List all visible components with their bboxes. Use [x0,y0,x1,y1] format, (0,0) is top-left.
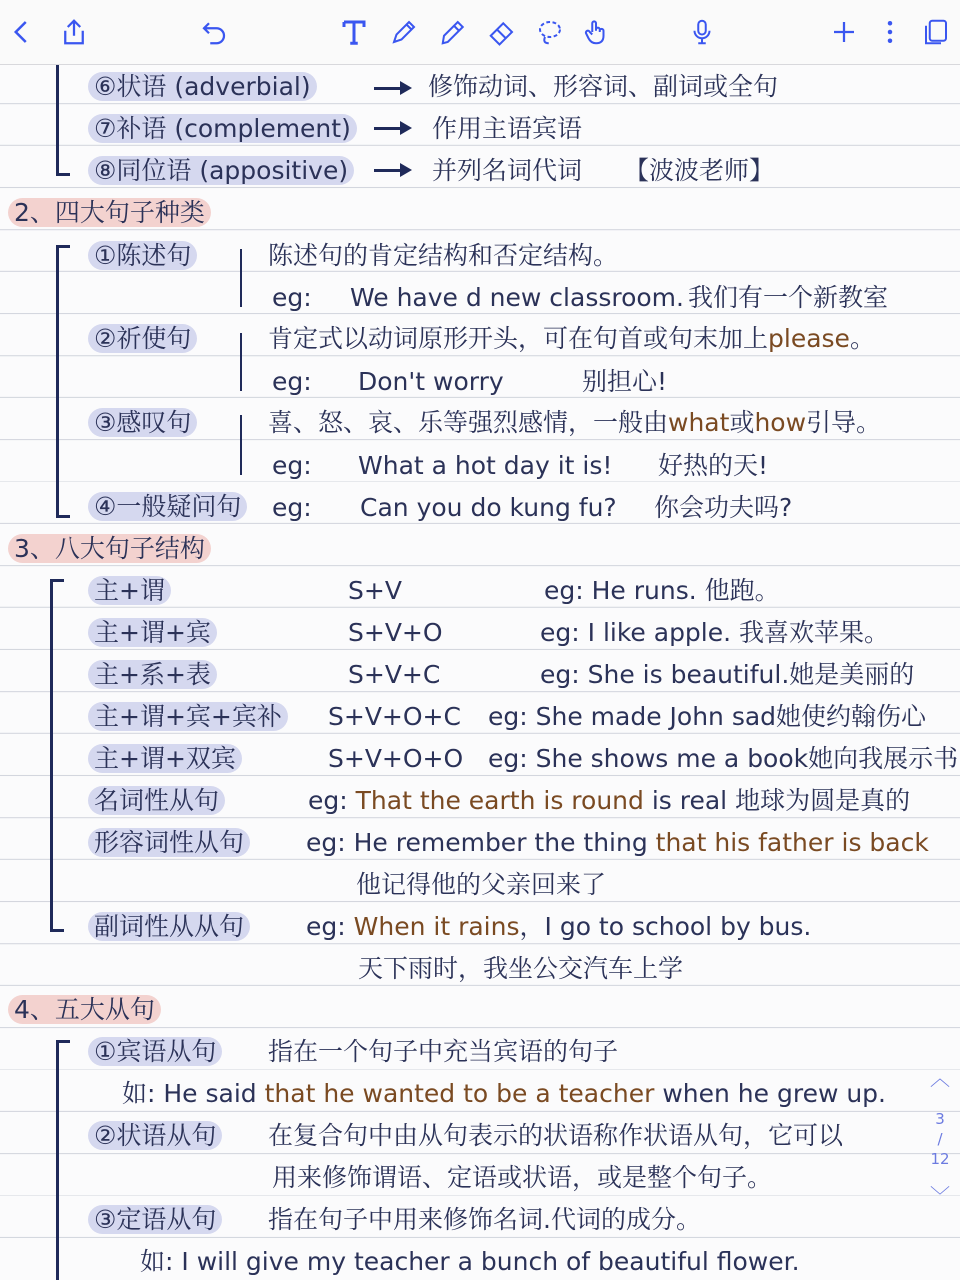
bracket-line [56,245,59,517]
eraser-button[interactable] [484,14,520,50]
bracket-line [56,515,70,518]
bracket-line [56,1040,70,1043]
example-text: eg: She shows me a book她向我展示书 [488,744,959,773]
pen-icon [389,17,419,47]
author-tag: 【波波老师】 [624,156,775,185]
share-button[interactable] [56,14,92,50]
microphone-icon [687,17,717,47]
list-item: 主+谓+宾+宾补 [88,700,288,734]
definition-text: 在复合句中由从句表示的状语称作状语从句，它可以 [268,1121,844,1150]
example-text: Don't worry [358,367,504,396]
highlighter-button[interactable] [436,14,472,50]
pages-icon [921,17,951,47]
example-text: We have d new classroom. [350,283,684,312]
share-icon [59,17,89,47]
undo-icon [199,17,229,47]
back-button[interactable] [4,14,40,50]
more-button[interactable] [872,14,908,50]
example-text: 如: I will give my teacher a bunch of beautiful flower. [140,1247,800,1276]
highlighter-icon [439,17,469,47]
example-text: eg: I like apple. 我喜欢苹果。 [540,618,890,647]
list-item: 主+谓+双宾 [88,742,242,776]
eg-label: eg: [272,367,312,396]
current-page: 3 [935,1110,945,1128]
undo-button[interactable] [196,14,232,50]
example-text: eg: When it rains，I go to school by bus. [306,912,812,941]
example-text: eg: He runs. 他跑。 [544,576,780,605]
bracket-line [50,579,64,582]
arrow-icon [374,127,408,130]
formula-text: S+V+C [348,660,441,689]
chevron-left-icon [7,17,37,47]
example-text: eg: He remember the thing that his father is back [306,828,929,857]
text-tool-icon [339,17,369,47]
section-title: 2、四大句子种类 [8,196,211,230]
example-text: eg: That the earth is round is real 地球为圆是真的 [308,786,911,815]
definition-text: 指在句子中用来修饰名词.代词的成分。 [268,1205,701,1234]
eg-label: eg: [272,283,312,312]
list-item: 形容词性从句 [88,826,250,860]
definition-text: 喜、怒、哀、乐等强烈感情，一般由what或how引导。 [268,408,882,437]
example-translation: 你会功夫吗? [654,493,793,522]
example-translation: 好热的天! [658,451,769,480]
eraser-icon [487,17,517,47]
list-item: ⑧同位语 (appositive) [88,154,354,188]
definition-text: 指在一个句子中充当宾语的句子 [268,1037,619,1066]
bracket-line [50,579,53,931]
lasso-button[interactable] [532,14,568,50]
list-item-text: 并列名词代词 [432,156,583,185]
list-item: ①宾语从句 [88,1035,222,1069]
list-item-text: 作用主语宾语 [432,114,583,143]
list-item: ③感叹句 [88,406,197,440]
example-text: What a hot day it is! [358,451,613,480]
bracket-line [56,173,70,176]
example-translation: 我们有一个新教室 [688,283,889,312]
example-translation: 天下雨时，我坐公交汽车上学 [358,954,684,983]
bracket-line [50,929,64,932]
list-item: 副词性从从句 [88,910,250,944]
list-item: 主+谓 [88,574,171,608]
bracket-line [240,333,242,391]
eg-label: eg: [272,451,312,480]
example-text: 如: He said that he wanted to be a teacher when he grew up. [122,1079,886,1108]
eg-label: eg: [272,493,312,522]
add-page-button[interactable] [826,14,862,50]
list-item: ②祈使句 [88,322,197,356]
example-translation: 别担心! [582,367,668,396]
arrow-icon [374,169,408,172]
definition-text: 陈述句的肯定结构和否定结构。 [268,241,619,270]
toolbar [0,0,960,65]
list-item: ③定语从句 [88,1203,222,1237]
more-icon [875,17,905,47]
definition-text: 肯定式以动词原形开头，可在句首或句末加上please。 [268,324,875,353]
definition-text: 用来修饰谓语、定语或状语，或是整个句子。 [272,1163,773,1192]
pages-button[interactable] [918,14,954,50]
formula-text: S+V+O+O [328,744,464,773]
total-pages: 12 [930,1150,950,1168]
list-item: 主+谓+宾 [88,616,217,650]
example-text: Can you do kung fu? [360,493,617,522]
section-title: 4、五大从句 [8,993,161,1027]
add-icon [829,17,859,47]
chevron-down-icon: ﹀ [930,1184,950,1208]
touch-tool-button[interactable] [578,14,614,50]
page-indicator [920,1065,960,1225]
list-item: ②状语从句 [88,1119,222,1153]
arrow-icon [374,87,408,90]
bracket-line [240,415,242,475]
example-text: eg: She made John sad她使约翰伤心 [488,702,927,731]
list-item-text: 修饰动词、形容词、副词或全句 [428,72,779,101]
page-up-button[interactable] [920,1065,960,1091]
list-item: ⑥状语 (adverbial) [88,70,317,104]
example-text: eg: She is beautiful.她是美丽的 [540,660,915,689]
lasso-icon [535,17,565,47]
page-down-button[interactable] [920,1183,960,1209]
formula-text: S+V+O+C [328,702,461,731]
bracket-line [240,249,242,307]
page-separator: / [937,1130,943,1148]
note-page[interactable] [0,65,960,1280]
list-item: 名词性从句 [88,784,225,818]
list-item: 主+系+表 [88,658,217,692]
microphone-button[interactable] [684,14,720,50]
bracket-line [56,65,59,175]
bracket-line [56,245,70,248]
formula-text: S+V [348,576,402,605]
pen-tool-button[interactable] [386,14,422,50]
text-tool-button[interactable] [336,14,372,50]
section-title: 3、八大句子结构 [8,532,211,566]
list-item: ④一般疑问句 [88,490,247,524]
example-translation: 他记得他的父亲回来了 [356,870,607,899]
list-item: ①陈述句 [88,239,197,273]
formula-text: S+V+O [348,618,443,647]
touch-tool-icon [581,17,611,47]
chevron-up-icon: ︿ [930,1066,950,1090]
list-item: ⑦补语 (complement) [88,112,357,146]
bracket-line [56,1040,59,1280]
